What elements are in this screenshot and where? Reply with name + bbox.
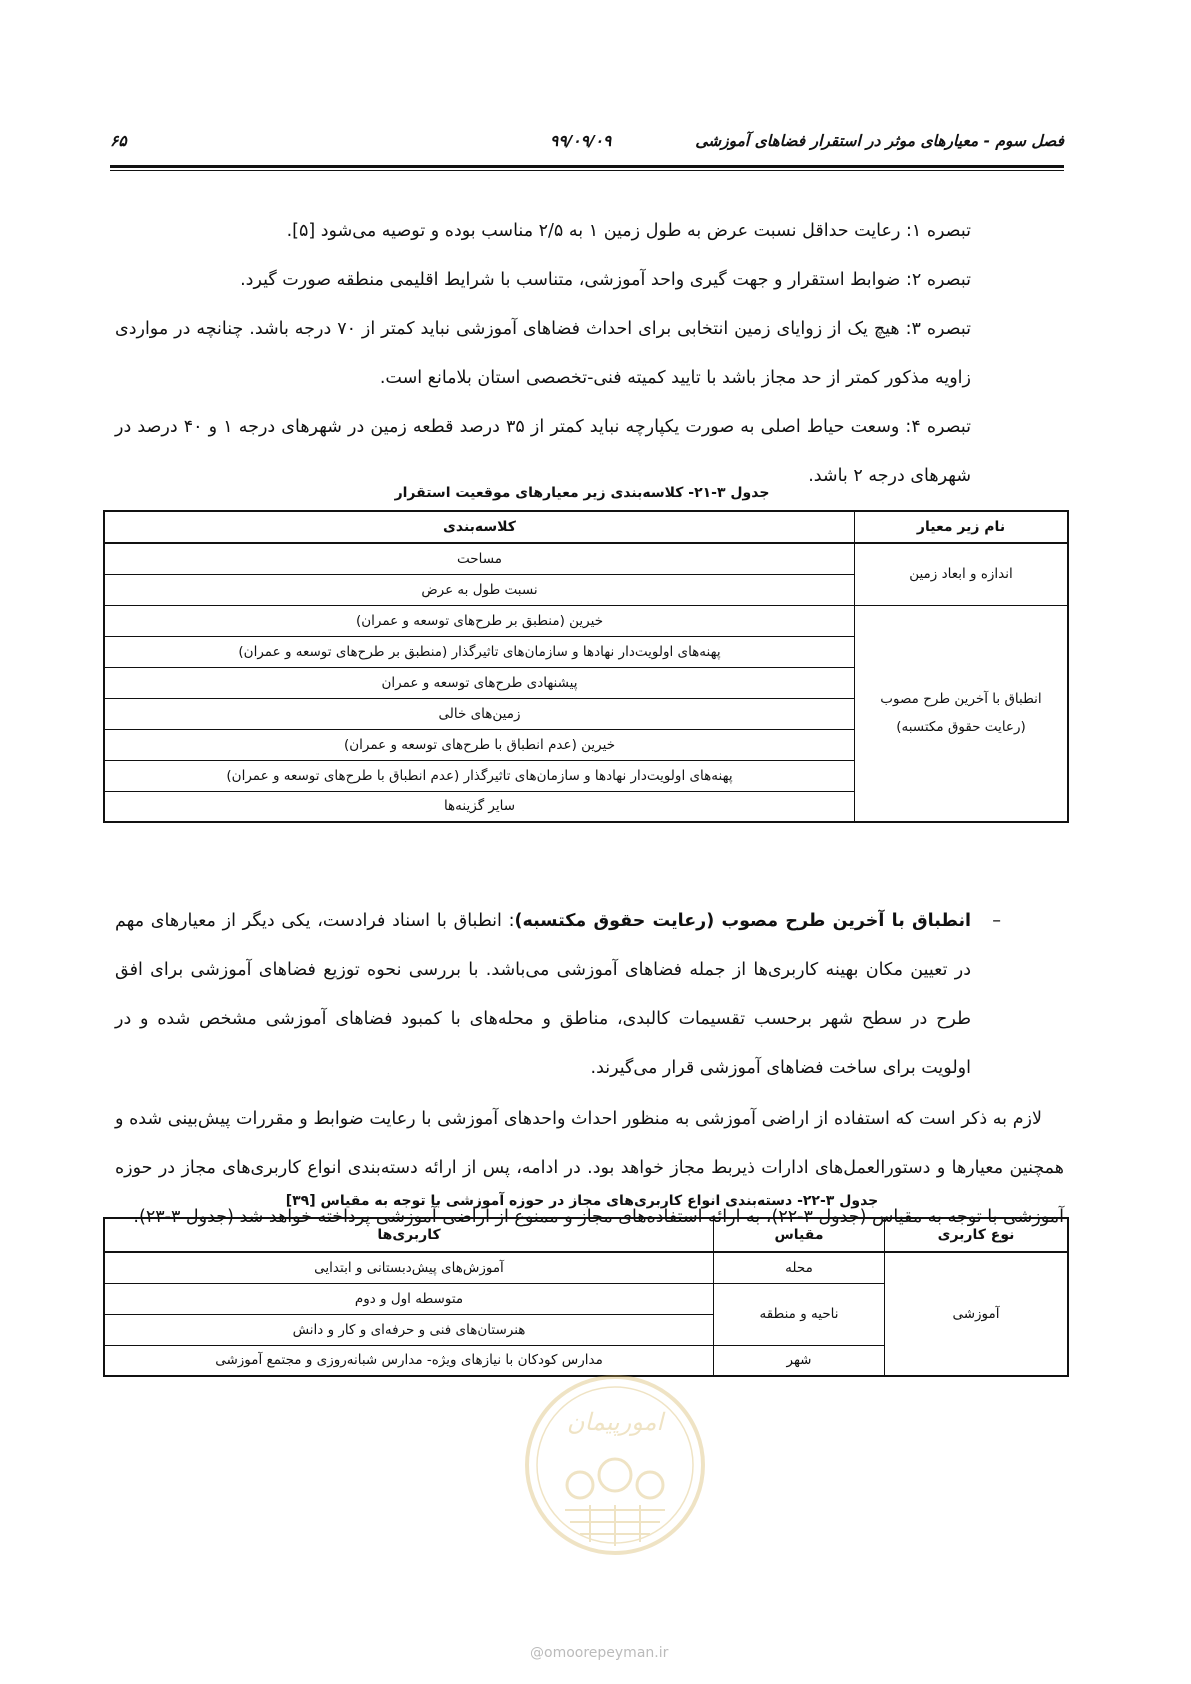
table-22-scale-cell: شهر — [714, 1345, 885, 1376]
table-21-cell: خیرین (منطبق بر طرح‌های توسعه و عمران) — [104, 605, 855, 636]
note-1: تبصره ۱: رعایت حداقل نسبت عرض به طول زمین ۱ به ۲/۵ مناسب بوده و توصیه می‌شود [۵]. — [286, 221, 971, 241]
watermark-seal-icon — [520, 1370, 710, 1560]
table-21-cell: پیشنهادی طرح‌های توسعه و عمران — [104, 667, 855, 698]
header-date: ۹۹/۰۹/۰۹ — [550, 132, 612, 150]
table-22-use-cell: متوسطه اول و دوم — [104, 1283, 714, 1314]
table-21-cell: نسبت طول به عرض — [104, 574, 855, 605]
table-21-group-1-name: اندازه و ابعاد زمین — [855, 543, 1069, 605]
table-21-cell: پهنه‌های اولویت‌دار نهادها و سازمان‌های تاثیرگذار (عدم انطباق با طرح‌های توسعه و عمران) — [104, 760, 855, 791]
notes-section — [115, 207, 971, 501]
table-22-use-cell: هنرستان‌های فنی و حرفه‌ای و کار و دانش — [104, 1314, 714, 1345]
table-21-group-2-name — [855, 605, 1069, 822]
table-22-use-cell: آموزش‌های پیش‌دبستانی و ابتدایی — [104, 1252, 714, 1283]
table-21-cell: زمین‌های خالی — [104, 698, 855, 729]
watermark-logo-text: امورپیمان — [566, 1408, 664, 1436]
bullet-dash: – — [992, 911, 1001, 931]
watermark-url: @omoorepeyman.ir — [530, 1645, 669, 1661]
watermark-logo — [520, 1370, 710, 1560]
header-rule — [110, 165, 1064, 168]
note-4: تبصره ۴: وسعت حیاط اصلی به صورت یکپارچه نباید کمتر از ۳۵ درصد قطعه زمین در شهرهای درجه ۱ و ۴۰ درصد در شهرهای درجه ۲ باشد. — [115, 417, 971, 486]
note-2: تبصره ۲: ضوابط استقرار و جهت گیری واحد آموزشی، متناسب با شرایط اقلیمی منطقه صورت گیرد. — [240, 270, 971, 290]
paragraph-land-use-text: لازم به ذکر است که استفاده از اراضی آموزشی به منظور احداث واحدهای آموزشی با رعایت ضوابط و مقررات پیش‌بینی شده و همچنین معیارها و دستورالعمل‌های ادارات ذیربط مجاز خواهد بود. در ادامه، پس از ارائه دسته‌بندی انواع کاربری‌های مجاز در حوزه آموزشی با توجه به مقیاس (جدول ۳-۲۲)، به ارائه استفاده‌های مجاز و ممنوع از اراضی آموزشی پرداخته خواهد شد (جدول ۳-۲۳). — [115, 1109, 1064, 1227]
table-22-scale-cell: محله — [714, 1252, 885, 1283]
table-21-caption: جدول ۳-۲۱- کلاسه‌بندی زیر معیارهای موقعیت استقرار — [394, 485, 770, 501]
table-21-group-2-line-2: (رعایت حقوق مکتسبه) — [896, 719, 1026, 736]
table-21 — [103, 510, 1069, 823]
table-22-use-cell: مدارس کودکان با نیازهای ویژه- مدارس شبانه‌روزی و مجتمع آموزشی — [104, 1345, 714, 1376]
table-22 — [103, 1217, 1069, 1377]
table-22-caption: جدول ۳-۲۲- دسته‌بندی انواع کاربری‌های مجاز در حوزه آموزشی با توجه به مقیاس [۳۹] — [285, 1193, 879, 1209]
paragraph-alignment-body: : انطباق با اسناد فرادست، یکی دیگر از معیارهای مهم در تعیین مکان بهینه کاربری‌ها از جمله فضاهای آموزشی می‌باشد. با بررسی نحوه توزیع فضاهای آموزشی برای افق طرح در سطح شهر برحسب تقسیمات کالبدی، مناطق و محله‌های با کمبود فضاهای آموزشی مشخص شده و در اولویت برای ساخت فضاهای آموزشی قرار می‌گیرند. — [115, 911, 971, 1078]
paragraph-alignment-lead: انطباق با آخرین طرح مصوب (رعایت حقوق مکتسبه) — [514, 911, 972, 931]
table-21-cell: خیرین (عدم انطباق با طرح‌های توسعه و عمران) — [104, 729, 855, 760]
table-22-header-type: نوع کاربری — [885, 1218, 1069, 1252]
table-21-cell: سایر گزینه‌ها — [104, 791, 855, 822]
table-21-cell: مساحت — [104, 543, 855, 574]
table-22-header-scale: مقیاس — [714, 1218, 885, 1252]
table-22-header-uses: کاربری‌ها — [104, 1218, 714, 1252]
paragraph-alignment — [115, 897, 1001, 1093]
table-21-cell: پهنه‌های اولویت‌دار نهادها و سازمان‌های تاثیرگذار (منطبق بر طرح‌های توسعه و عمران) — [104, 636, 855, 667]
table-21-group-2-line-1: انطباق با آخرین طرح مصوب — [880, 691, 1042, 708]
page-header — [110, 122, 1064, 162]
page-number: ۶۵ — [110, 132, 127, 150]
paragraph-alignment-text — [115, 897, 971, 1093]
table-21-header-criterion: نام زیر معیار — [855, 511, 1069, 543]
note-3: تبصره ۳: هیچ یک از زوایای زمین انتخابی برای احداث فضاهای آموزشی نباید کمتر از ۷۰ درجه باشد. چنانچه در مواردی زاویه مذکور کمتر از حد مجاز باشد با تایید کمیته فنی-تخصصی استان بلامانع است. — [115, 319, 971, 388]
chapter-title: فصل سوم - معیارهای موثر در استقرار فضاهای آموزشی — [695, 132, 1064, 150]
table-22-type-cell: آموزشی — [885, 1252, 1069, 1376]
table-22-scale-cell: ناحیه و منطقه — [714, 1283, 885, 1345]
table-21-header-class: کلاسه‌بندی — [104, 511, 855, 543]
header-rule-thin — [110, 170, 1064, 171]
